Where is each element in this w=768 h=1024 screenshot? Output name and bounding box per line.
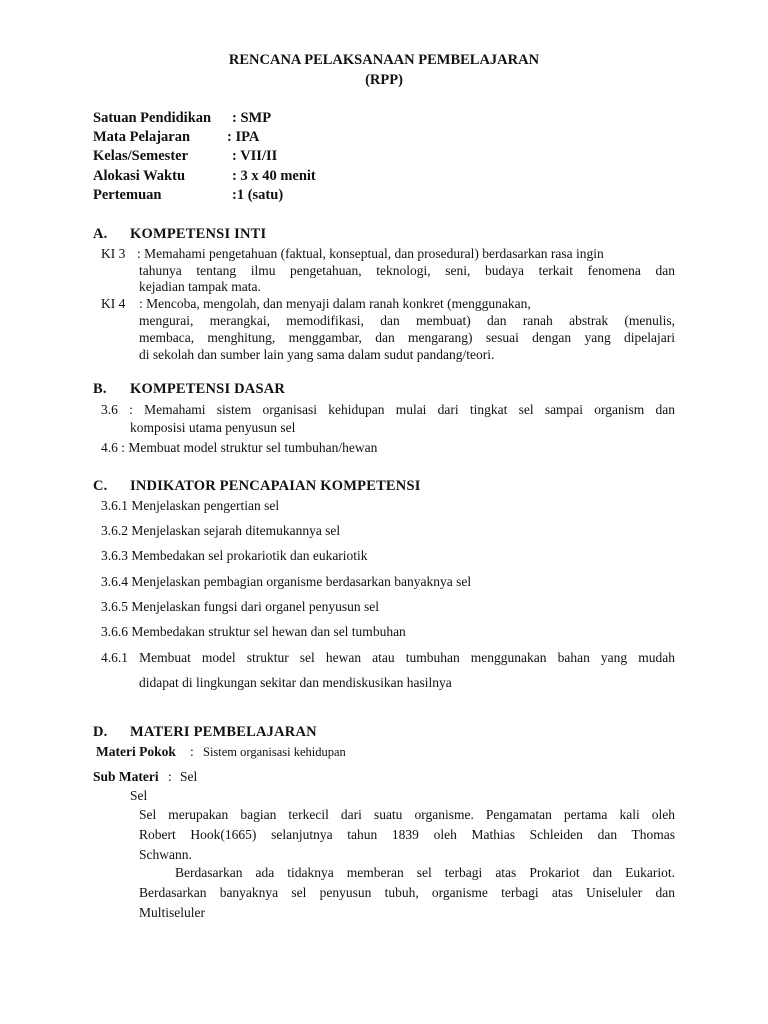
identity-label: Pertemuan <box>93 187 162 203</box>
materi-pokok-value: Sistem organisasi kehidupan <box>203 745 346 759</box>
paragraph-line: Schwann. <box>139 847 192 862</box>
ki3-text-line: tahunya tentang ilmu pengetahuan, teknologi, seni, budaya terkait fenomena dan <box>139 263 675 278</box>
section-b-letter: B. <box>93 381 107 397</box>
section-b-heading: KOMPETENSI DASAR <box>130 381 286 397</box>
section-c-letter: C. <box>93 478 108 494</box>
ki3-code: KI 3 <box>101 246 126 261</box>
materi-pokok-label: Materi Pokok <box>96 744 176 759</box>
identity-label: Mata Pelajaran <box>93 129 191 145</box>
sub-materi-colon: : <box>168 769 172 784</box>
identity-label: Kelas/Semester <box>93 148 189 164</box>
ki4-code: KI 4 <box>101 296 126 311</box>
identity-value: :1 (satu) <box>232 187 284 203</box>
kd-4-6: 4.6 : Membuat model struktur sel tumbuhan/hewan <box>101 440 378 455</box>
sel-heading: Sel <box>130 788 148 803</box>
identity-label: Alokasi Waktu <box>93 168 186 184</box>
identity-value: : IPA <box>227 129 260 145</box>
section-d-heading: MATERI PEMBELAJARAN <box>130 724 317 740</box>
identity-value: : SMP <box>232 110 272 126</box>
sub-materi-label: Sub Materi <box>93 769 159 784</box>
indicator-item: 3.6.4 Menjelaskan pembagian organisme berdasarkan banyaknya sel <box>101 574 472 589</box>
paragraph-line: Berdasarkan banyaknya sel penyusun tubuh, organisme terbagi atas Uniseluler dan <box>139 885 675 900</box>
identity-value: : VII/II <box>232 148 278 164</box>
paragraph-line: Sel merupakan bagian terkecil dari suatu organisme. Pengamatan pertama kali oleh <box>139 807 675 822</box>
materi-pokok-colon: : <box>190 744 194 759</box>
section-a-heading: KOMPETENSI INTI <box>130 226 267 242</box>
indicator-item: 3.6.6 Membedakan struktur sel hewan dan sel tumbuhan <box>101 624 406 639</box>
indicator-item: 3.6.2 Menjelaskan sejarah ditemukannya sel <box>101 523 341 538</box>
paragraph-line: Robert Hook(1665) selanjutnya tahun 1839 oleh Mathias Schleiden dan Thomas <box>139 827 675 842</box>
ki4-text-line: : Mencoba, mengolah, dan menyaji dalam ranah konkret (menggunakan, <box>139 296 531 311</box>
section-d-letter: D. <box>93 724 108 740</box>
identity-label: Satuan Pendidikan <box>93 110 212 126</box>
section-a-letter: A. <box>93 226 108 242</box>
kd-3-6-line: 3.6 : Memahami sistem organisasi kehidupan mulai dari tingkat sel sampai organism dan <box>101 402 675 417</box>
indicator-item-continuation: didapat di lingkungan sekitar dan mendiskusikan hasilnya <box>139 675 452 690</box>
indicator-item: 3.6.1 Menjelaskan pengertian sel <box>101 498 280 513</box>
kd-3-6-line: komposisi utama penyusun sel <box>130 420 296 435</box>
ki3-text-line: kejadian tampak mata. <box>139 279 261 294</box>
ki4-text-line: di sekolah dan sumber lain yang sama dalam sudut pandang/teori. <box>139 347 495 362</box>
identity-value: : 3 x 40 menit <box>232 168 316 184</box>
indicator-item: 3.6.5 Menjelaskan fungsi dari organel penyusun sel <box>101 599 379 614</box>
paragraph-line: Berdasarkan ada tidaknya memberan sel terbagi atas Prokariot dan Eukariot. <box>175 865 675 880</box>
ki4-text-line: mengurai, merangkai, memodifikasi, dan membuat) dan ranah abstrak (menulis, <box>139 313 675 328</box>
indicator-item: 4.6.1 Membuat model struktur sel hewan atau tumbuhan menggunakan bahan yang mudah <box>101 650 675 665</box>
section-c-heading: INDIKATOR PENCAPAIAN KOMPETENSI <box>130 478 421 494</box>
ki4-text-line: membaca, menghitung, menggambar, dan mengarang) sesuai dengan yang dipelajari <box>139 330 675 345</box>
sub-materi-value: Sel <box>180 769 198 784</box>
indicator-item: 3.6.3 Membedakan sel prokariotik dan eukariotik <box>101 548 368 563</box>
document-subtitle: (RPP) <box>365 72 403 88</box>
document-title: RENCANA PELAKSANAAN PEMBELAJARAN <box>228 52 540 68</box>
ki3-text-line: : Memahami pengetahuan (faktual, konseptual, dan prosedural) berdasarkan rasa ingin <box>137 246 604 261</box>
paragraph-line: Multiseluler <box>139 905 205 920</box>
